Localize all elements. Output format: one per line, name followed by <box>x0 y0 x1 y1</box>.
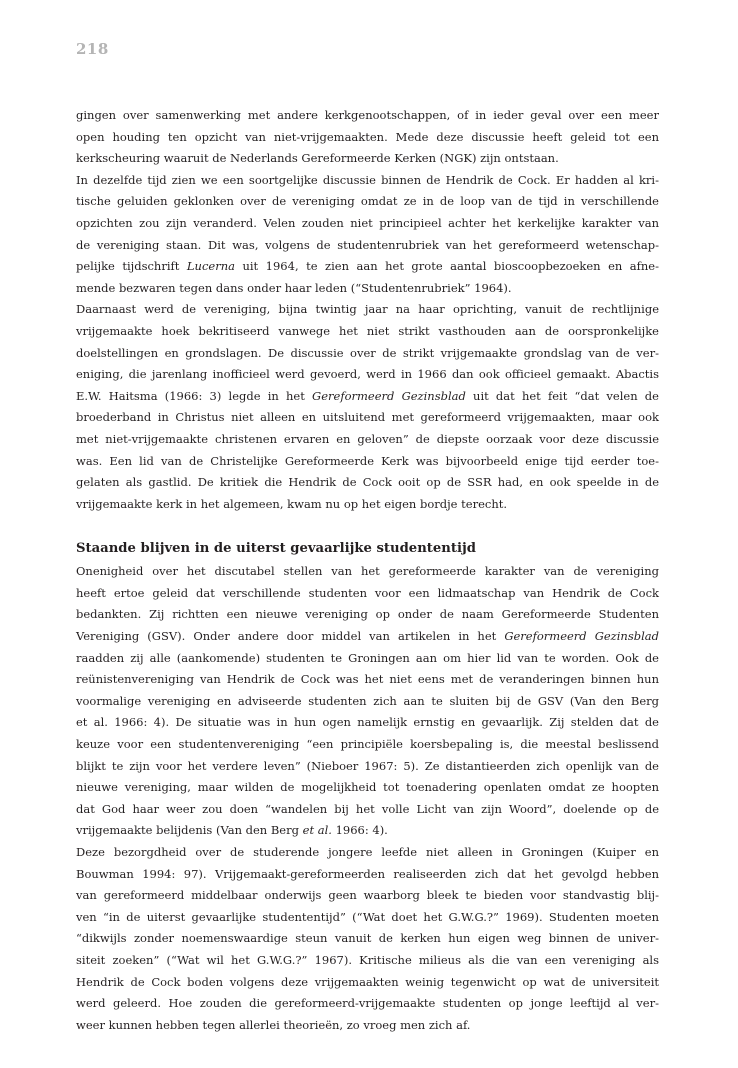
text-run: uit 1964, te zien aan het grote aantal bioscoopbezoeken en afne- <box>234 259 660 274</box>
text-line: gelaten als gastlid. De kritiek die Hendrik de Cock ooit op de SSR had, en ook speelde in de <box>76 475 659 490</box>
text-line: “dikwijls zonder noemenswaardige steun vanuit de kerken hun eigen weg binnen de univer- <box>76 931 659 946</box>
journal-title: Gereformeerd Gezinsblad <box>312 388 466 403</box>
text-line: van gereformeerd middelbaar onderwijs geen waarborg bleek te bieden voor standvastig blij- <box>76 888 659 903</box>
text-line: de vereniging staan. Dit was, volgens de studentenrubriek van het gereformeerd wetenschap- <box>76 237 659 252</box>
text-line: vrijgemaakte kerk in het algemeen, kwam nu op het eigen bordje terecht. <box>76 496 507 511</box>
text-line: tische geluiden geklonken over de vereniging omdat ze in de loop van de tijd in verschillende <box>76 194 659 209</box>
text-run: Vereniging (GSV). Onder andere door middel van artikelen in het <box>76 629 505 644</box>
paragraph-discussion <box>76 170 659 300</box>
text-line: keuze voor een studentenvereniging “een principiële koersbepaling is, die meestal beslissend <box>76 737 659 752</box>
text-line: weer kunnen hebben tegen allerlei theorieën, zo vroeg men zich af. <box>76 1017 471 1032</box>
text-run: pelijke tijdschrift <box>76 259 187 274</box>
page-number: 218 <box>76 40 109 58</box>
text-run: E.W. Haitsma (1966: 3) legde in het <box>76 388 313 403</box>
journal-title: Lucerna <box>186 259 235 274</box>
journal-title: Gereformeerd Gezinsblad <box>504 629 659 644</box>
text-line: open houding ten opzicht van niet-vrijgemaakten. Mede deze discussie heeft geleid tot een <box>76 129 659 144</box>
text-line: et al. 1966: 4). De situatie was in hun ogen namelijk ernstig en gevaarlijk. Zij stelden dat de <box>76 715 659 730</box>
text-line <box>76 626 659 648</box>
section-spacer <box>76 515 659 537</box>
text-line: ven “in de uiterst gevaarlijke studententijd” (“Wat doet het G.W.G.?” 1969). Studenten moeten <box>76 909 659 924</box>
text-run: vrijgemaakte belijdenis (Van den Berg <box>76 823 303 838</box>
text-line: broederband in Christus niet alleen en uitsluitend met gereformeerd vrijgemaakten, maar ook <box>76 410 659 425</box>
text-line: Deze bezorgdheid over de studerende jongere leefde niet alleen in Groningen (Kuiper en <box>76 845 659 859</box>
text-run: uit dat het feit “dat velen de <box>465 388 659 403</box>
text-line: bedankten. Zij richtten een nieuwe vereniging op onder de naam Gereformeerde Studenten <box>76 607 659 622</box>
citation-etal: et al. <box>302 823 332 838</box>
text-line <box>76 256 659 278</box>
text-line: werd geleerd. Hoe zouden die gereformeerd-vrijgemaakte studenten op jonge leeftijd al ver- <box>76 996 659 1011</box>
section-heading: Staande blijven in de uiterst gevaarlijke studententijd <box>76 541 476 557</box>
body-text <box>76 105 659 1036</box>
text-line <box>76 820 659 842</box>
text-line: raadden zij alle (aankomende) studenten te Groningen aan om hier lid van te worden. Ook de <box>76 650 659 665</box>
text-line: voormalige vereniging en adviseerde studenten zich aan te sluiten bij de GSV (Van den Berg <box>76 693 659 708</box>
text-line: Onenigheid over het discutabel stellen van het gereformeerde karakter van de vereniging <box>76 564 659 579</box>
text-line: kerkscheuring waaruit de Nederlands Gereformeerde Kerken (NGK) zijn ontstaan. <box>76 151 559 166</box>
text-line: heeft ertoe geleid dat verschillende studenten voor een lidmaatschap van Hendrik de Cock <box>76 585 659 600</box>
paragraph-concern <box>76 842 659 1036</box>
text-line: dat God haar weer zou doen “wandelen bij het volle Licht van zijn Woord”, doelende op de <box>76 801 659 816</box>
paragraph-intro <box>76 105 659 170</box>
text-line: Bouwman 1994: 97). Vrijgemaakt-gereformeerden realiseerden zich dat het gevolgd hebben <box>76 866 659 881</box>
paragraph-disagreement <box>76 561 659 842</box>
text-line: eniging, die jarenlang inofficieel werd gevoerd, werd in 1966 dan ook officieel gemaakt. Abactis <box>76 367 659 382</box>
text-line: doelstellingen en grondslagen. De discussie over de strikt vrijgemaakte grondslag van de ver- <box>76 345 659 360</box>
text-line: reünistenvereniging van Hendrik de Cock was het niet eens met de veranderingen binnen hun <box>76 672 659 687</box>
text-line: siteit zoeken” (“Wat wil het G.W.G.?” 1967). Kritische milieus als die van een vereniging als <box>76 952 659 967</box>
text-line: In dezelfde tijd zien we een soortgelijke discussie binnen de Hendrik de Cock. Er hadden al kri- <box>76 172 659 187</box>
text-line: opzichten zou zijn veranderd. Velen zouden niet principieel achter het kerkelijke karakter van <box>76 215 659 230</box>
text-line: nieuwe vereniging, maar wilden de mogelijkheid tot toenadering openlaten omdat ze hoopten <box>76 780 659 795</box>
text-line: mende bezwaren tegen dans onder haar leden (“Studentenrubriek” 1964). <box>76 280 512 295</box>
text-line: vrijgemaakte hoek bekritiseerd vanwege het niet strikt vasthouden aan de oorspronkelijke <box>76 323 659 338</box>
text-line: gingen over samenwerking met andere kerkgenootschappen, of in ieder geval over een meer <box>76 108 659 122</box>
text-line: was. Een lid van de Christelijke Gereformeerde Kerk was bijvoorbeeld enige tijd eerder toe- <box>76 453 659 468</box>
text-line: Hendrik de Cock boden volgens deze vrijgemaakten weinig tegenwicht op wat de universiteit <box>76 974 659 989</box>
paragraph-criticism <box>76 299 659 515</box>
text-line: Daarnaast werd de vereniging, bijna twintig jaar na haar oprichting, vanuit de rechtlijnige <box>76 302 659 317</box>
text-line <box>76 386 659 408</box>
text-line: blijkt te zijn voor het verdere leven” (Nieboer 1967: 5). Ze distantieerden zich openlijk van de <box>76 758 659 773</box>
text-line: met niet-vrijgemaakte christenen ervaren en geloven” de diepste oorzaak voor deze discussie <box>76 431 659 446</box>
text-run: 1966: 4). <box>331 823 388 838</box>
